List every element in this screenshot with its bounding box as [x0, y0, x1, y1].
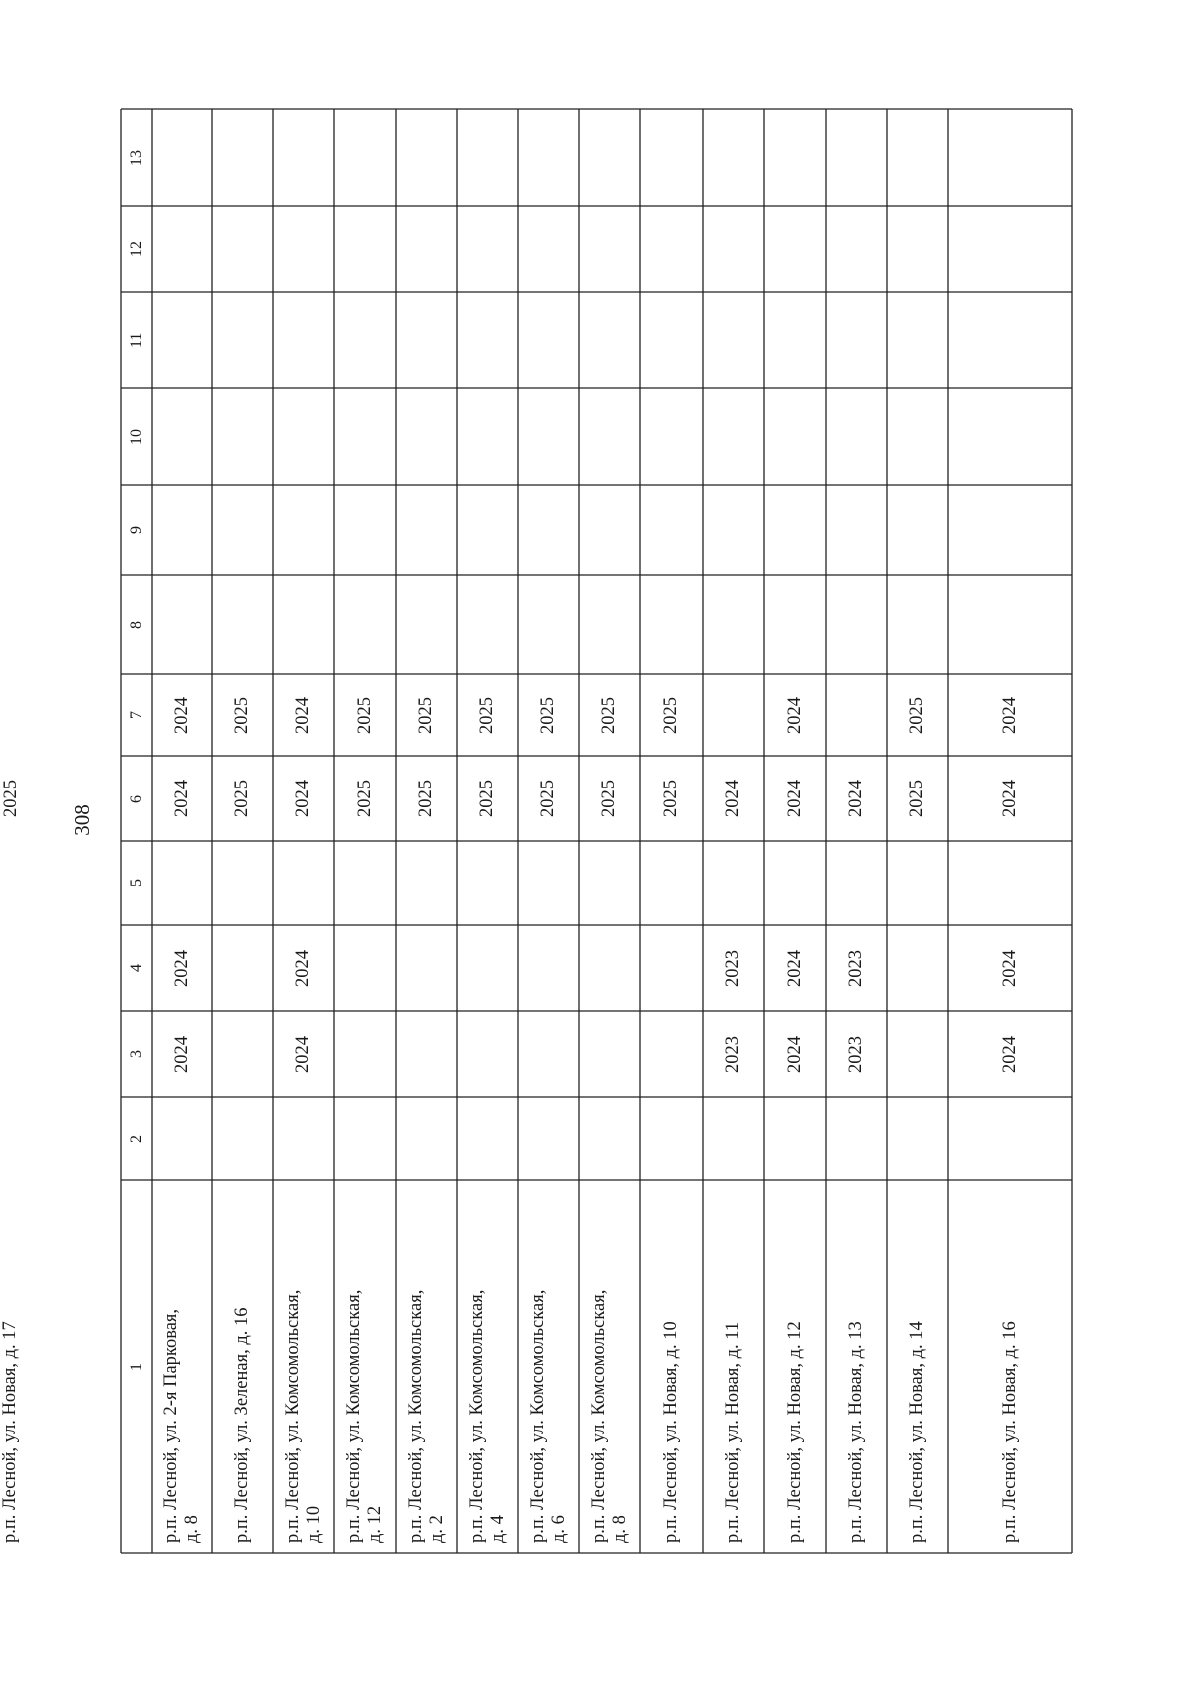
address-cell: р.п. Лесной, ул. Новая, д. 10 — [661, 1321, 681, 1543]
year-cell-col7: 2025 — [661, 696, 681, 734]
year-cell-col7: 2025 — [477, 696, 497, 734]
year-cell-col6: 2025 — [232, 780, 252, 817]
address-cell: д. 10 — [303, 1505, 324, 1543]
year-cell-col4: 2024 — [999, 949, 1020, 987]
address-cell: р.п. Лесной, ул. Новая, д. 14 — [907, 1321, 927, 1543]
address-cell: р.п. Лесной, ул. Новая, д. 12 — [784, 1321, 805, 1543]
address-cell: р.п. Лесной, ул. 2-я Парковая, — [161, 1308, 181, 1543]
year-cell-col3: 2024 — [999, 1035, 1020, 1073]
year-cell-col7: 2025 — [416, 696, 436, 734]
column-header-4: 4 — [128, 964, 145, 972]
column-header-3: 3 — [128, 1050, 145, 1058]
column-header-12: 12 — [128, 241, 145, 257]
year-cell-col7: 2025 — [599, 696, 619, 734]
year-cell-col6: 2025 — [354, 780, 375, 817]
address-cell: р.п. Лесной, ул. Комсомольская, — [588, 1289, 609, 1543]
year-cell-col6: 2024 — [784, 780, 805, 817]
column-header-13: 13 — [128, 149, 145, 166]
address-cell: р.п. Лесной, ул. Комсомольская, — [527, 1289, 548, 1543]
year-cell-col4: 2024 — [171, 949, 192, 987]
address-cell: р.п. Лесной, ул. Зеленая, д. 16 — [232, 1307, 252, 1543]
year-cell-col7: 2025 — [538, 696, 558, 734]
column-header-8: 8 — [128, 620, 145, 629]
address-cell: д. 4 — [487, 1515, 508, 1543]
address-cell: р.п. Лесной, ул. Новая, д. 16 — [999, 1321, 1020, 1543]
year-cell-col6: 2025 — [1, 780, 21, 817]
year-cell-col3: 2024 — [784, 1035, 805, 1073]
year-cell-col6: 2024 — [171, 780, 192, 817]
year-cell-col7: 2024 — [784, 696, 805, 734]
year-cell-col7: 2025 — [232, 696, 252, 734]
address-cell: д. 8 — [182, 1515, 202, 1543]
year-cell-col4: 2024 — [784, 949, 805, 987]
column-header-10: 10 — [128, 428, 145, 445]
column-header-2: 2 — [128, 1134, 145, 1143]
address-cell: д. 6 — [548, 1515, 569, 1543]
address-cell: д. 12 — [365, 1505, 385, 1543]
column-header-5: 5 — [128, 879, 145, 887]
year-cell-col7: 2025 — [354, 696, 375, 734]
year-cell-col7: 2025 — [907, 696, 927, 734]
address-cell: р.п. Лесной, ул. Комсомольская, — [344, 1289, 364, 1543]
year-cell-col6: 2024 — [846, 780, 866, 817]
year-cell-col3: 2024 — [293, 1035, 313, 1073]
year-cell-col4: 2024 — [293, 949, 313, 987]
column-header-11: 11 — [128, 332, 145, 348]
year-cell-col6: 2025 — [907, 780, 927, 817]
year-cell-col3: 2023 — [723, 1035, 743, 1073]
column-header-7: 7 — [128, 711, 145, 719]
address-cell: р.п. Лесной, ул. Новая, д. 11 — [723, 1321, 743, 1543]
address-cell: р.п. Лесной, ул. Новая, д. 13 — [846, 1321, 866, 1543]
year-cell-col4: 2023 — [723, 949, 743, 987]
address-cell: р.п. Лесной, ул. Комсомольская, — [282, 1289, 303, 1543]
address-cell: р.п. Лесной, ул. Новая, д. 17 — [0, 1321, 20, 1543]
year-cell-col7: 2024 — [999, 696, 1020, 734]
year-cell-col6: 2025 — [477, 780, 497, 817]
address-cell: д. 2 — [426, 1515, 447, 1543]
page-number: 308 — [70, 804, 94, 836]
column-header-1: 1 — [128, 1362, 145, 1371]
year-cell-col6: 2025 — [416, 780, 436, 817]
year-cell-col6: 2025 — [661, 780, 681, 817]
column-header-6: 6 — [128, 794, 145, 803]
address-cell: р.п. Лесной, ул. Комсомольская, — [405, 1289, 426, 1543]
column-header-9: 9 — [128, 526, 145, 534]
year-cell-col6: 2024 — [999, 780, 1020, 817]
year-cell-col7: 2024 — [293, 696, 313, 734]
year-cell-col6: 2025 — [538, 780, 558, 817]
address-cell: д. 8 — [609, 1515, 630, 1543]
year-cell-col6: 2024 — [723, 780, 743, 817]
year-cell-col3: 2024 — [171, 1035, 192, 1073]
year-cell-col4: 2023 — [846, 949, 866, 987]
year-cell-col3: 2023 — [846, 1035, 866, 1073]
year-cell-col6: 2024 — [293, 780, 313, 817]
year-cell-col6: 2025 — [599, 780, 619, 817]
year-cell-col7: 2024 — [171, 696, 192, 734]
address-cell: р.п. Лесной, ул. Комсомольская, — [466, 1289, 487, 1543]
